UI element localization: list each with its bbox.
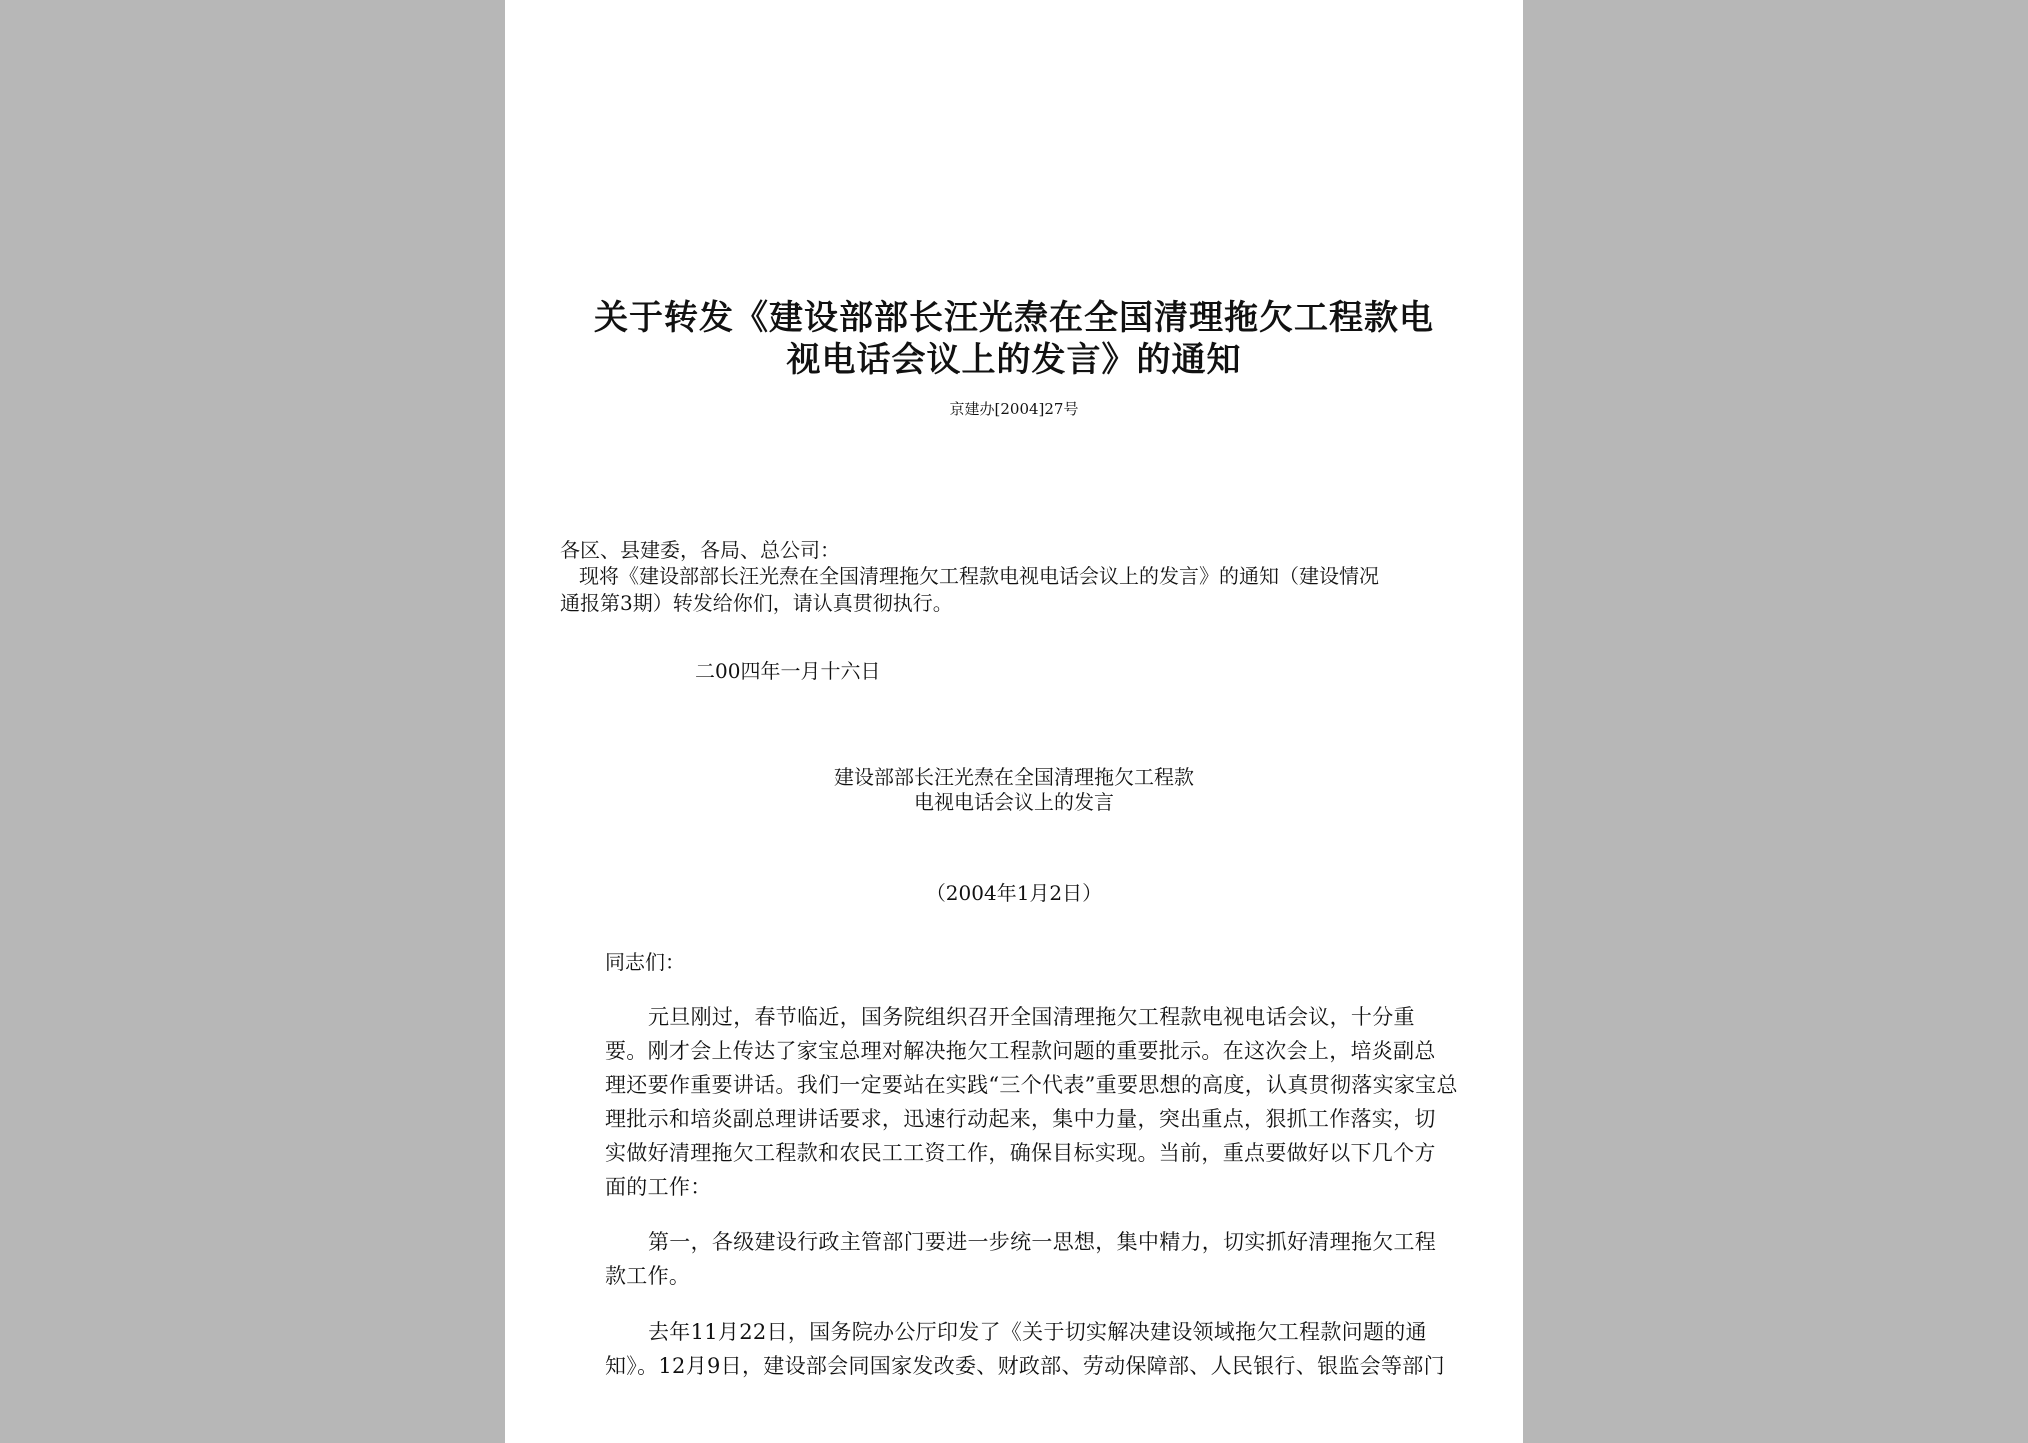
salutation: 同志们： [605,950,685,974]
paragraph-2-line: 款工作。 [605,1264,691,1288]
recipients: 各区、县建委，各局、总公司： [560,538,840,562]
paragraph-1-line: 理批示和培炎副总理讲话要求，迅速行动起来，集中力量，突出重点，狠抓工作落实，切 [605,1107,1436,1131]
paragraph-2-line: 第一，各级建设行政主管部门要进一步统一思想，集中精力，切实抓好清理拖欠工程 [648,1230,1437,1254]
document-number: 京建办[2004]27号 [949,400,1079,418]
speech-title-line-2: 电视电话会议上的发言 [914,790,1114,814]
paragraph-1-line: 要。刚才会上传达了家宝总理对解决拖欠工程款问题的重要批示。在这次会上，培炎副总 [605,1039,1436,1063]
paragraph-1-line: 元旦刚过，春节临近，国务院组织召开全国清理拖欠工程款电视电话会议，十分重 [648,1005,1415,1029]
paragraph-1-line: 面的工作： [605,1175,712,1199]
speech-title-line-1: 建设部部长汪光焘在全国清理拖欠工程款 [834,765,1194,789]
document-page [505,0,1523,1443]
document-title-line-2: 视电话会议上的发言》的通知 [786,340,1242,380]
document-title-line-1: 关于转发《建设部部长汪光焘在全国清理拖欠工程款电 [594,298,1434,338]
paragraph-3-line: 知》。12月9日，建设部会同国家发改委、财政部、劳动保障部、人民银行、银监会等部门 [605,1354,1445,1378]
paragraph-1-line: 实做好清理拖欠工程款和农民工工资工作，确保目标实现。当前，重点要做好以下几个方 [605,1141,1436,1165]
speech-date: （2004年1月2日） [925,881,1103,905]
notice-text-line-1: 现将《建设部部长汪光焘在全国清理拖欠工程款电视电话会议上的发言》的通知（建设情况 [579,564,1379,588]
paragraph-3-line: 去年11月22日，国务院办公厅印发了《关于切实解决建设领域拖欠工程款问题的通 [648,1320,1427,1344]
notice-text-line-2: 通报第3期）转发给你们，请认真贯彻执行。 [560,591,953,615]
notice-date: 二00四年一月十六日 [695,659,881,683]
paragraph-1-line: 理还要作重要讲话。我们一定要站在实践“三个代表”重要思想的高度，认真贯彻落实家宝总 [605,1073,1458,1097]
